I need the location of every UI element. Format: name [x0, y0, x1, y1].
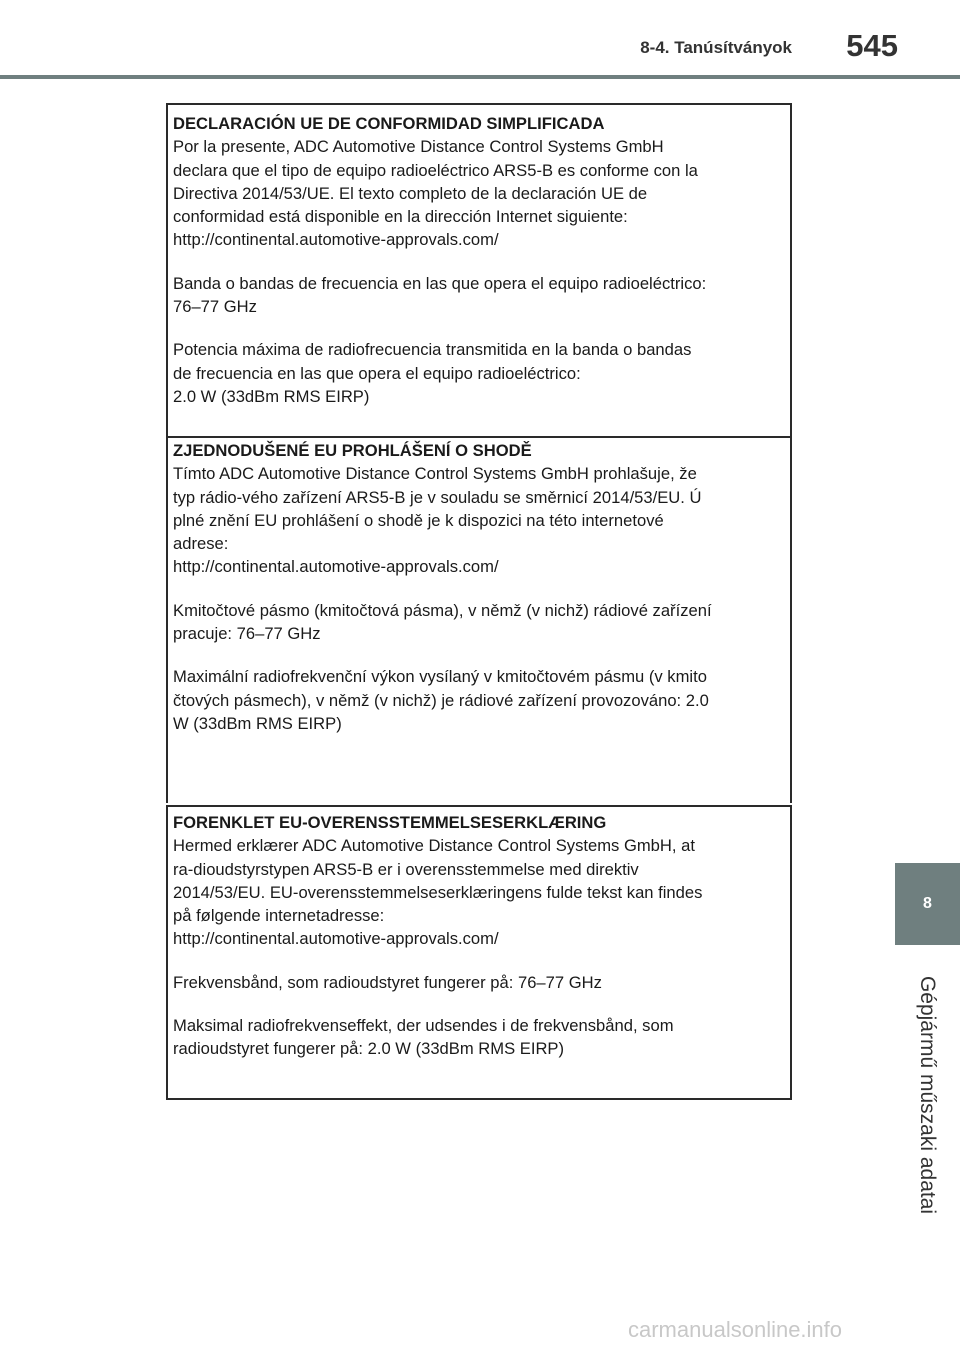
page-number: 545	[846, 28, 898, 63]
box-top-border	[166, 103, 792, 105]
box-bottom-border	[166, 1098, 792, 1100]
section-title: 8-4. Tanúsítványok	[640, 38, 792, 57]
max-power-line: Maximální radiofrekvenční výkon vysílaný v kmitočtovém pásmu (v kmito	[173, 667, 707, 687]
max-power-line: radioudstyret fungerer på: 2.0 W (33dBm RMS EIRP)	[173, 1039, 565, 1059]
section-divider-1	[166, 436, 792, 438]
frequency-band-line: pracuje: 76–77 GHz	[173, 624, 321, 644]
declaration-url: http://continental.automotive-approvals.com/	[173, 230, 499, 250]
declaration-line: Hermed erklærer ADC Automotive Distance Control Systems GmbH, at	[173, 836, 695, 856]
declaration-czech	[173, 439, 791, 735]
max-power-line: de frecuencia en las que opera el equipo radioeléctrico:	[173, 363, 581, 383]
declaration-title: ZJEDNODUŠENÉ EU PROHLÁŠENÍ O SHODĚ	[173, 441, 532, 460]
declaration-line: Directiva 2014/53/UE. El texto completo de la declaración UE de	[173, 183, 648, 203]
chapter-number: 8	[923, 895, 932, 912]
box-left-border-2	[166, 805, 168, 1100]
frequency-band-line: 76–77 GHz	[173, 297, 257, 317]
frequency-band-line: Banda o bandas de frecuencia en las que opera el equipo radioeléctrico:	[173, 273, 707, 293]
declaration-line: adrese:	[173, 534, 229, 554]
declaration-url: http://continental.automotive-approvals.com/	[173, 929, 499, 949]
declaration-url: http://continental.automotive-approvals.com/	[173, 557, 499, 577]
declaration-line: typ rádio-vého zařízení ARS5-B je v souladu se směrnicí 2014/53/EU. Ú	[173, 487, 702, 507]
chapter-title: Gépjármű műszaki adatai	[916, 975, 939, 1215]
max-power-line: čtových pásmech), v němž (v nichž) je rádiové zařízení provozováno: 2.0	[173, 690, 709, 710]
declaration-line: Tímto ADC Automotive Distance Control Systems GmbH prohlašuje, že	[173, 464, 697, 484]
max-power-line: Potencia máxima de radiofrecuencia transmitida en la banda o bandas	[173, 340, 692, 360]
max-power-line: 2.0 W (33dBm RMS EIRP)	[173, 386, 370, 406]
declaration-line: Por la presente, ADC Automotive Distance Control Systems GmbH	[173, 137, 664, 157]
declaration-line: ra-dioudstyrstypen ARS5-B er i overensstemmelse med direktiv	[173, 859, 639, 879]
declaration-line: declara que el tipo de equipo radioeléctrico ARS5-B es conforme con la	[173, 160, 698, 180]
max-power-line: W (33dBm RMS EIRP)	[173, 713, 342, 733]
frequency-band-line: Frekvensbånd, som radioudstyret fungerer på: 76–77 GHz	[173, 972, 602, 992]
declaration-title: DECLARACIÓN UE DE CONFORMIDAD SIMPLIFICADA	[173, 114, 605, 133]
section-divider-2	[166, 805, 792, 807]
header-rule	[0, 75, 960, 79]
declaration-line: plné znění EU prohlášení o shodě je k dispozici na této internetové	[173, 510, 664, 530]
declaration-danish	[173, 811, 791, 1061]
max-power-line: Maksimal radiofrekvenseffekt, der udsendes i de frekvensbånd, som	[173, 1016, 674, 1036]
watermark: carmanualsonline.info	[628, 1317, 843, 1342]
declaration-line: conformidad está disponible en la dirección Internet siguiente:	[173, 207, 628, 227]
declaration-line: 2014/53/EU. EU-overensstemmelseserklæringens fulde tekst kan findes	[173, 882, 703, 902]
declaration-spanish	[173, 112, 791, 408]
declaration-title: FORENKLET EU-OVERENSSTEMMELSESERKLÆRING	[173, 813, 607, 832]
chapter-tab	[895, 863, 960, 945]
box-left-border-1	[166, 103, 168, 803]
declaration-line: på følgende internetadresse:	[173, 906, 385, 926]
frequency-band-line: Kmitočtové pásmo (kmitočtová pásma), v němž (v nichž) rádiové zařízení	[173, 600, 712, 620]
